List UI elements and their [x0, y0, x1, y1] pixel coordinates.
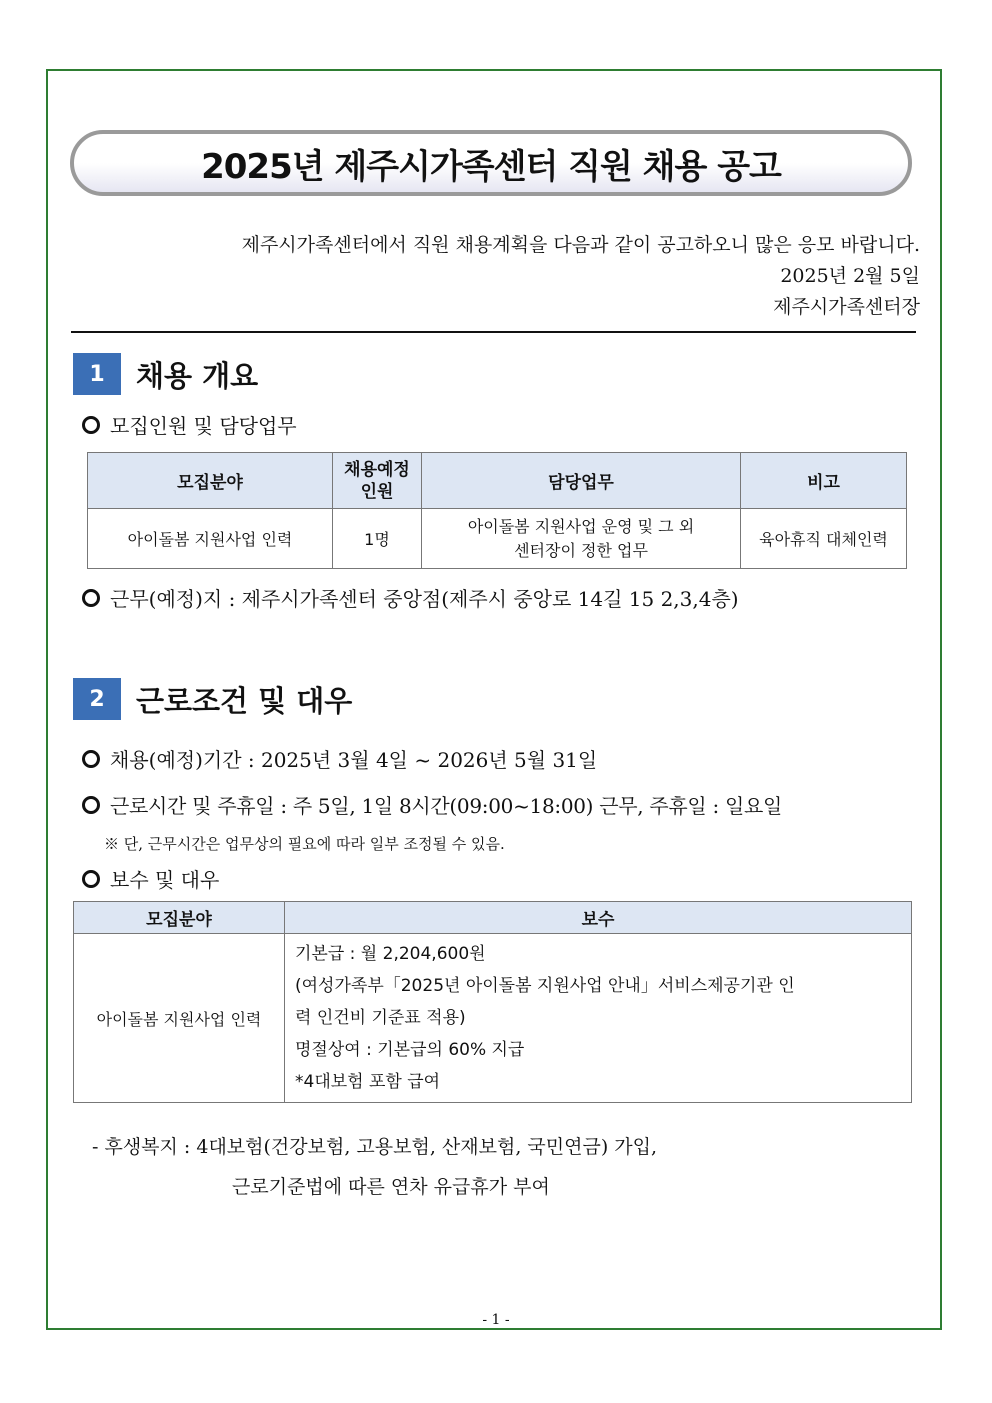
- header-duties: 담당업무: [422, 453, 741, 509]
- section-2-title: 근로조건 및 대우: [136, 684, 353, 718]
- bullet-period-text: 채용(예정)기간 : 2025년 3월 4일 ~ 2026년 5월 31일: [110, 748, 598, 772]
- circle-bullet-icon: [82, 589, 100, 607]
- title-banner: [70, 130, 912, 196]
- section-1-number: 1: [73, 353, 121, 395]
- header-headcount: 채용예정 인원: [333, 453, 422, 509]
- pay-line: 력 인건비 기준표 적용): [295, 1008, 466, 1028]
- section-1-title: 채용 개요: [136, 359, 259, 393]
- circle-bullet-icon: [82, 416, 100, 434]
- circle-bullet-icon: [82, 870, 100, 888]
- header-field: 모집분야: [88, 453, 333, 509]
- bullet-location-text: 근무(예정)지 : 제주시가족센터 중앙점(제주시 중앙로 14길 15 2,3,4층): [110, 587, 739, 611]
- cell-headcount: 1명: [333, 509, 422, 569]
- bullet-period: [82, 744, 597, 773]
- cell-remarks: 육아휴직 대체인력: [741, 509, 907, 569]
- circle-bullet-icon: [82, 796, 100, 814]
- welfare-line-1: - 후생복지 : 4대보험(건강보험, 고용보험, 산재보험, 국민연금) 가입,: [92, 1136, 658, 1158]
- pay-table: [73, 901, 912, 1103]
- cell-field: 아이돌봄 지원사업 인력: [74, 934, 285, 1103]
- bullet-recruit-text: 모집인원 및 담당업무: [110, 414, 297, 438]
- issuer: 제주시가족센터장: [773, 296, 920, 318]
- welfare-line-2: 근로기준법에 따른 연차 유급휴가 부여: [232, 1176, 550, 1198]
- announcement-date: 2025년 2월 5일: [780, 265, 920, 287]
- pay-line: 명절상여 : 기본급의 60% 지급: [295, 1040, 525, 1060]
- recruit-table-header: [88, 453, 907, 509]
- bullet-hours-text: 근로시간 및 주휴일 : 주 5일, 1일 8시간(09:00~18:00) 근무, 주휴일 : 일요일: [110, 794, 783, 818]
- circle-bullet-icon: [82, 750, 100, 768]
- bullet-recruit: [82, 410, 297, 439]
- page-title: 2025년 제주시가족센터 직원 채용 공고: [201, 146, 781, 187]
- intro-sentence: 제주시가족센터에서 직원 채용계획을 다음과 같이 공고하오니 많은 응모 바랍니다.: [241, 234, 920, 256]
- bullet-pay: [82, 864, 219, 893]
- cell-pay: [285, 934, 912, 1103]
- pay-table-header: [74, 902, 912, 934]
- pay-line: *4대보험 포함 급여: [295, 1072, 441, 1092]
- cell-field: 아이돌봄 지원사업 인력: [88, 509, 333, 569]
- table-row: [74, 934, 912, 1103]
- pay-line: 기본급 : 월 2,204,600원: [295, 944, 486, 964]
- header-pay: 보수: [285, 902, 912, 934]
- bullet-hours: [82, 790, 782, 819]
- recruit-table: [87, 452, 907, 569]
- hours-note: ※ 단, 근무시간은 업무상의 필요에 따라 일부 조정될 수 있음.: [104, 835, 505, 853]
- pay-line: (여성가족부「2025년 아이돌봄 지원사업 안내」서비스제공기관 인: [295, 976, 795, 996]
- cell-duties: 아이돌봄 지원사업 운영 및 그 외 센터장이 정한 업무: [422, 509, 741, 569]
- header-field: 모집분야: [74, 902, 285, 934]
- bullet-pay-text: 보수 및 대우: [110, 868, 220, 892]
- section-2-number: 2: [73, 678, 121, 720]
- page-number: - 1 -: [482, 1312, 510, 1328]
- table-row: [88, 509, 907, 569]
- bullet-location: [82, 583, 739, 612]
- divider: [71, 331, 916, 333]
- header-remarks: 비고: [741, 453, 907, 509]
